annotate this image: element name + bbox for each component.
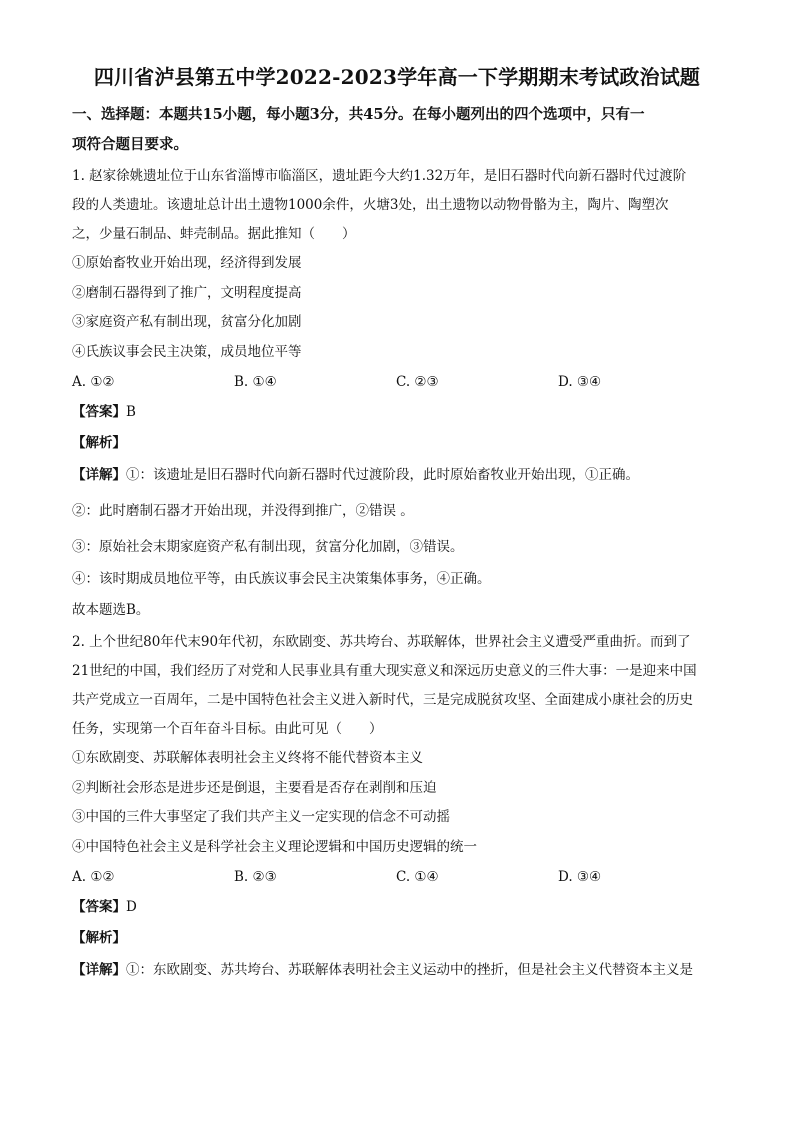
section-heading-line: 项符合题目要求。 — [72, 136, 188, 153]
answer-line — [72, 892, 722, 923]
question-stem-line: 1. 赵家徐姚遗址位于山东省淄博市临淄区，遗址距今大约1.32万年，是旧石器时代向新石器时代过渡阶 — [72, 168, 687, 184]
statement-option: ④中国特色社会主义是科学社会主义理论逻辑和中国历史逻辑的统一 — [72, 838, 477, 855]
conclusion-line: 故本题选B。 — [72, 602, 150, 618]
detail-line: ③：原始社会末期家庭资产私有制出现，贫富分化加剧，③错误。 — [72, 539, 464, 555]
statement-option: ③中国的三件大事坚定了我们共产主义一定实现的信念不可动摇 — [72, 809, 450, 825]
exam-page — [72, 62, 722, 986]
question-stem-line: 之，少量石制品、蚌壳制品。据此推知（ ） — [72, 226, 356, 242]
analysis-tag: 【解析】 — [72, 930, 126, 946]
detail-line — [72, 954, 722, 986]
analysis-line — [72, 923, 722, 954]
choice-c: C. ②③ — [396, 374, 439, 390]
answer-tag: 【答案】 — [72, 899, 126, 915]
detail-line: ②：此时磨制石器才开始出现，并没得到推广，②错误 。 — [72, 503, 414, 519]
choice-d: D. ③④ — [558, 869, 602, 885]
answer-value: B — [126, 404, 136, 420]
choice-c: C. ①④ — [396, 869, 439, 885]
detail-text: ①：东欧剧变、苏共垮台、苏联解体表明社会主义运动中的挫折，但是社会主义代替资本主义是 — [126, 962, 693, 978]
detail-text: ①：该遗址是旧石器时代向新石器时代过渡阶段，此时原始畜牧业开始出现，①正确。 — [126, 467, 639, 483]
statement-option: ③家庭资产私有制出现，贫富分化加剧 — [72, 314, 302, 330]
choice-b: B. ②③ — [234, 869, 277, 885]
section-heading-line: 一、选择题：本题共15小题，每小题3分，共45分。在每小题列出的四个选项中，只有一 — [72, 106, 645, 123]
choice-a: A. ①② — [72, 869, 115, 885]
page-title: 四川省泸县第五中学2022-2023学年高一下学期期末考试政治试题 — [93, 65, 701, 89]
answer-line — [72, 397, 722, 428]
section-heading — [72, 100, 722, 160]
question-2 — [72, 628, 722, 986]
answer-choices — [72, 367, 722, 397]
detail-tag: 【详解】 — [72, 962, 126, 978]
choice-b: B. ①④ — [234, 374, 277, 390]
choice-d: D. ③④ — [558, 374, 602, 390]
statement-option: ②判断社会形态是进步还是倒退，主要看是否存在剥削和压迫 — [72, 779, 437, 796]
question-stem-line: 21世纪的中国，我们经历了对党和人民事业具有重大现实意义和深远历史意义的三件大事：一是迎来中国 — [72, 663, 697, 679]
analysis-tag: 【解析】 — [72, 435, 126, 451]
detail-line: ④：该时期成员地位平等，由氏族议事会民主决策集体事务，④正确。 — [72, 571, 491, 587]
statement-option: ②磨制石器得到了推广，文明程度提高 — [72, 284, 302, 301]
statement-option: ①原始畜牧业开始出现，经济得到发展 — [72, 255, 302, 271]
statement-option: ④氏族议事会民主决策，成员地位平等 — [72, 343, 302, 360]
detail-line — [72, 459, 722, 491]
analysis-line — [72, 428, 722, 459]
statement-option: ①东欧剧变、苏联解体表明社会主义终将不能代替资本主义 — [72, 750, 423, 766]
answer-value: D — [126, 899, 137, 915]
detail-tag: 【详解】 — [72, 467, 126, 483]
choice-a: A. ①② — [72, 374, 115, 390]
question-stem-line: 共产党成立一百周年，二是中国特色社会主义进入新时代，三是完成脱贫攻坚、全面建成小康社会的历史 — [72, 692, 693, 708]
question-stem-line: 段的人类遗址。该遗址总计出土遗物1000余件，火塘3处，出土遗物以动物骨骼为主，陶片、陶塑次 — [72, 197, 669, 213]
question-stem-line: 2. 上个世纪80年代末90年代初，东欧剧变、苏共垮台、苏联解体，世界社会主义遭受严重曲折。而到了 — [72, 634, 691, 650]
answer-tag: 【答案】 — [72, 404, 126, 420]
question-stem-line: 任务，实现第一个百年奋斗目标。由此可见（ ） — [72, 721, 383, 737]
question-1 — [72, 162, 722, 626]
answer-choices — [72, 862, 722, 892]
